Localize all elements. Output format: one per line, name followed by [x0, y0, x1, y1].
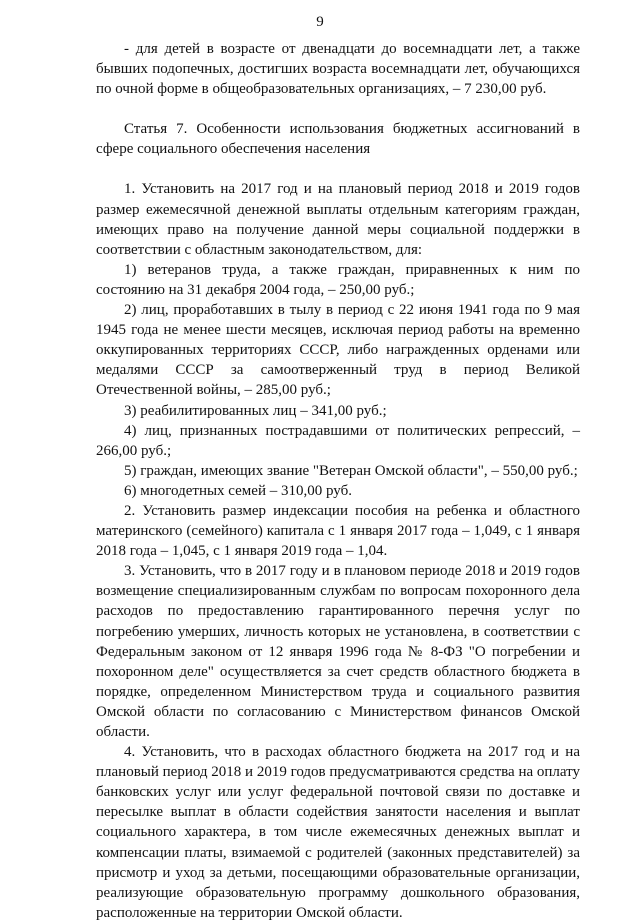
paragraph-2: 2. Установить размер индексации пособия на ребенка и областного материнского (семейного) капитала с 1 января 2017 года – 1,049, с 1 января 2018 года – 1,045, с 1 января 2019 года – 1,04.	[96, 502, 580, 560]
paragraph-3: 3. Установить, что в 2017 году и в плановом периоде 2018 и 2019 годов возмещение специализированным службам по вопросам похоронного дела расходов по предоставлению гарантированного перечня услуг по погребению умерших, личность которых не установлена, в соответствии с Федеральным законом от 12 января 1996 года № 8-ФЗ "О погребении и похоронном деле" осуществляется за счет средств областного бюджета в порядке, определенном Министерством труда и социального развития Омской области по согласованию с Министерством финансов Омской области.	[96, 563, 580, 740]
paragraph-children-12-18: - для детей в возрасте от двенадцати до восемнадцати лет, а также бывших подопечных, достигших возраста восемнадцати лет, обучающихся по очной форме в общеобразовательных организациях, – 7 230,00 руб.	[96, 41, 580, 98]
paragraph-4: 4. Установить, что в расходах областного бюджета на 2017 год и на плановый период 2018 и 2019 годов предусматриваются средства на оплату банковских услуг или услуг федеральной почтовой связи по доставке и пересылке выплат в области содействия занятости населения и выплат социального характера, в том числе ежемесячных денежных выплат и компенсации платы, взимаемой с родителей (законных представителей) за присмотр и уход за детьми, посещающими образовательные организации, реализующие образовательную программу дошкольного образования, расположенные на территории Омской области.	[96, 744, 581, 921]
paragraph-1-item-3: 3) реабилитированных лиц – 341,00 руб.;	[124, 402, 387, 419]
paragraph-1-item-5: 5) граждан, имеющих звание "Ветеран Омской области", – 550,00 руб.;	[124, 462, 578, 479]
article-7-heading: Статья 7. Особенности использования бюджетных ассигнований в сфере социального обеспечения населения	[96, 121, 580, 158]
paragraph-1-item-1: 1) ветеранов труда, а также граждан, приравненных к ним по состоянию на 31 декабря 2004 года, – 250,00 руб.;	[96, 261, 580, 298]
document-body	[96, 39, 580, 923]
paragraph-1: 1. Установить на 2017 год и на плановый период 2018 и 2019 годов размер ежемесячной денежной выплаты отдельным категориям граждан, имеющих право на получение данной меры социальной поддержки в соответствии с областным законодательством, для:	[96, 181, 580, 258]
paragraph-1-item-2: 2) лиц, проработавших в тылу в период с 22 июня 1941 года по 9 мая 1945 года не менее шести месяцев, исключая период работы на временно оккупированных территориях СССР, либо награжденных орденами или медалями СССР за самоотверженный труд в период Великой Отечественной войны, – 285,00 руб.;	[96, 302, 580, 399]
page-number: 9	[316, 14, 324, 30]
paragraph-1-item-4: 4) лиц, признанных пострадавшими от политических репрессий, – 266,00 руб.;	[96, 422, 580, 459]
paragraph-1-item-6: 6) многодетных семей – 310,00 руб.	[124, 482, 352, 499]
